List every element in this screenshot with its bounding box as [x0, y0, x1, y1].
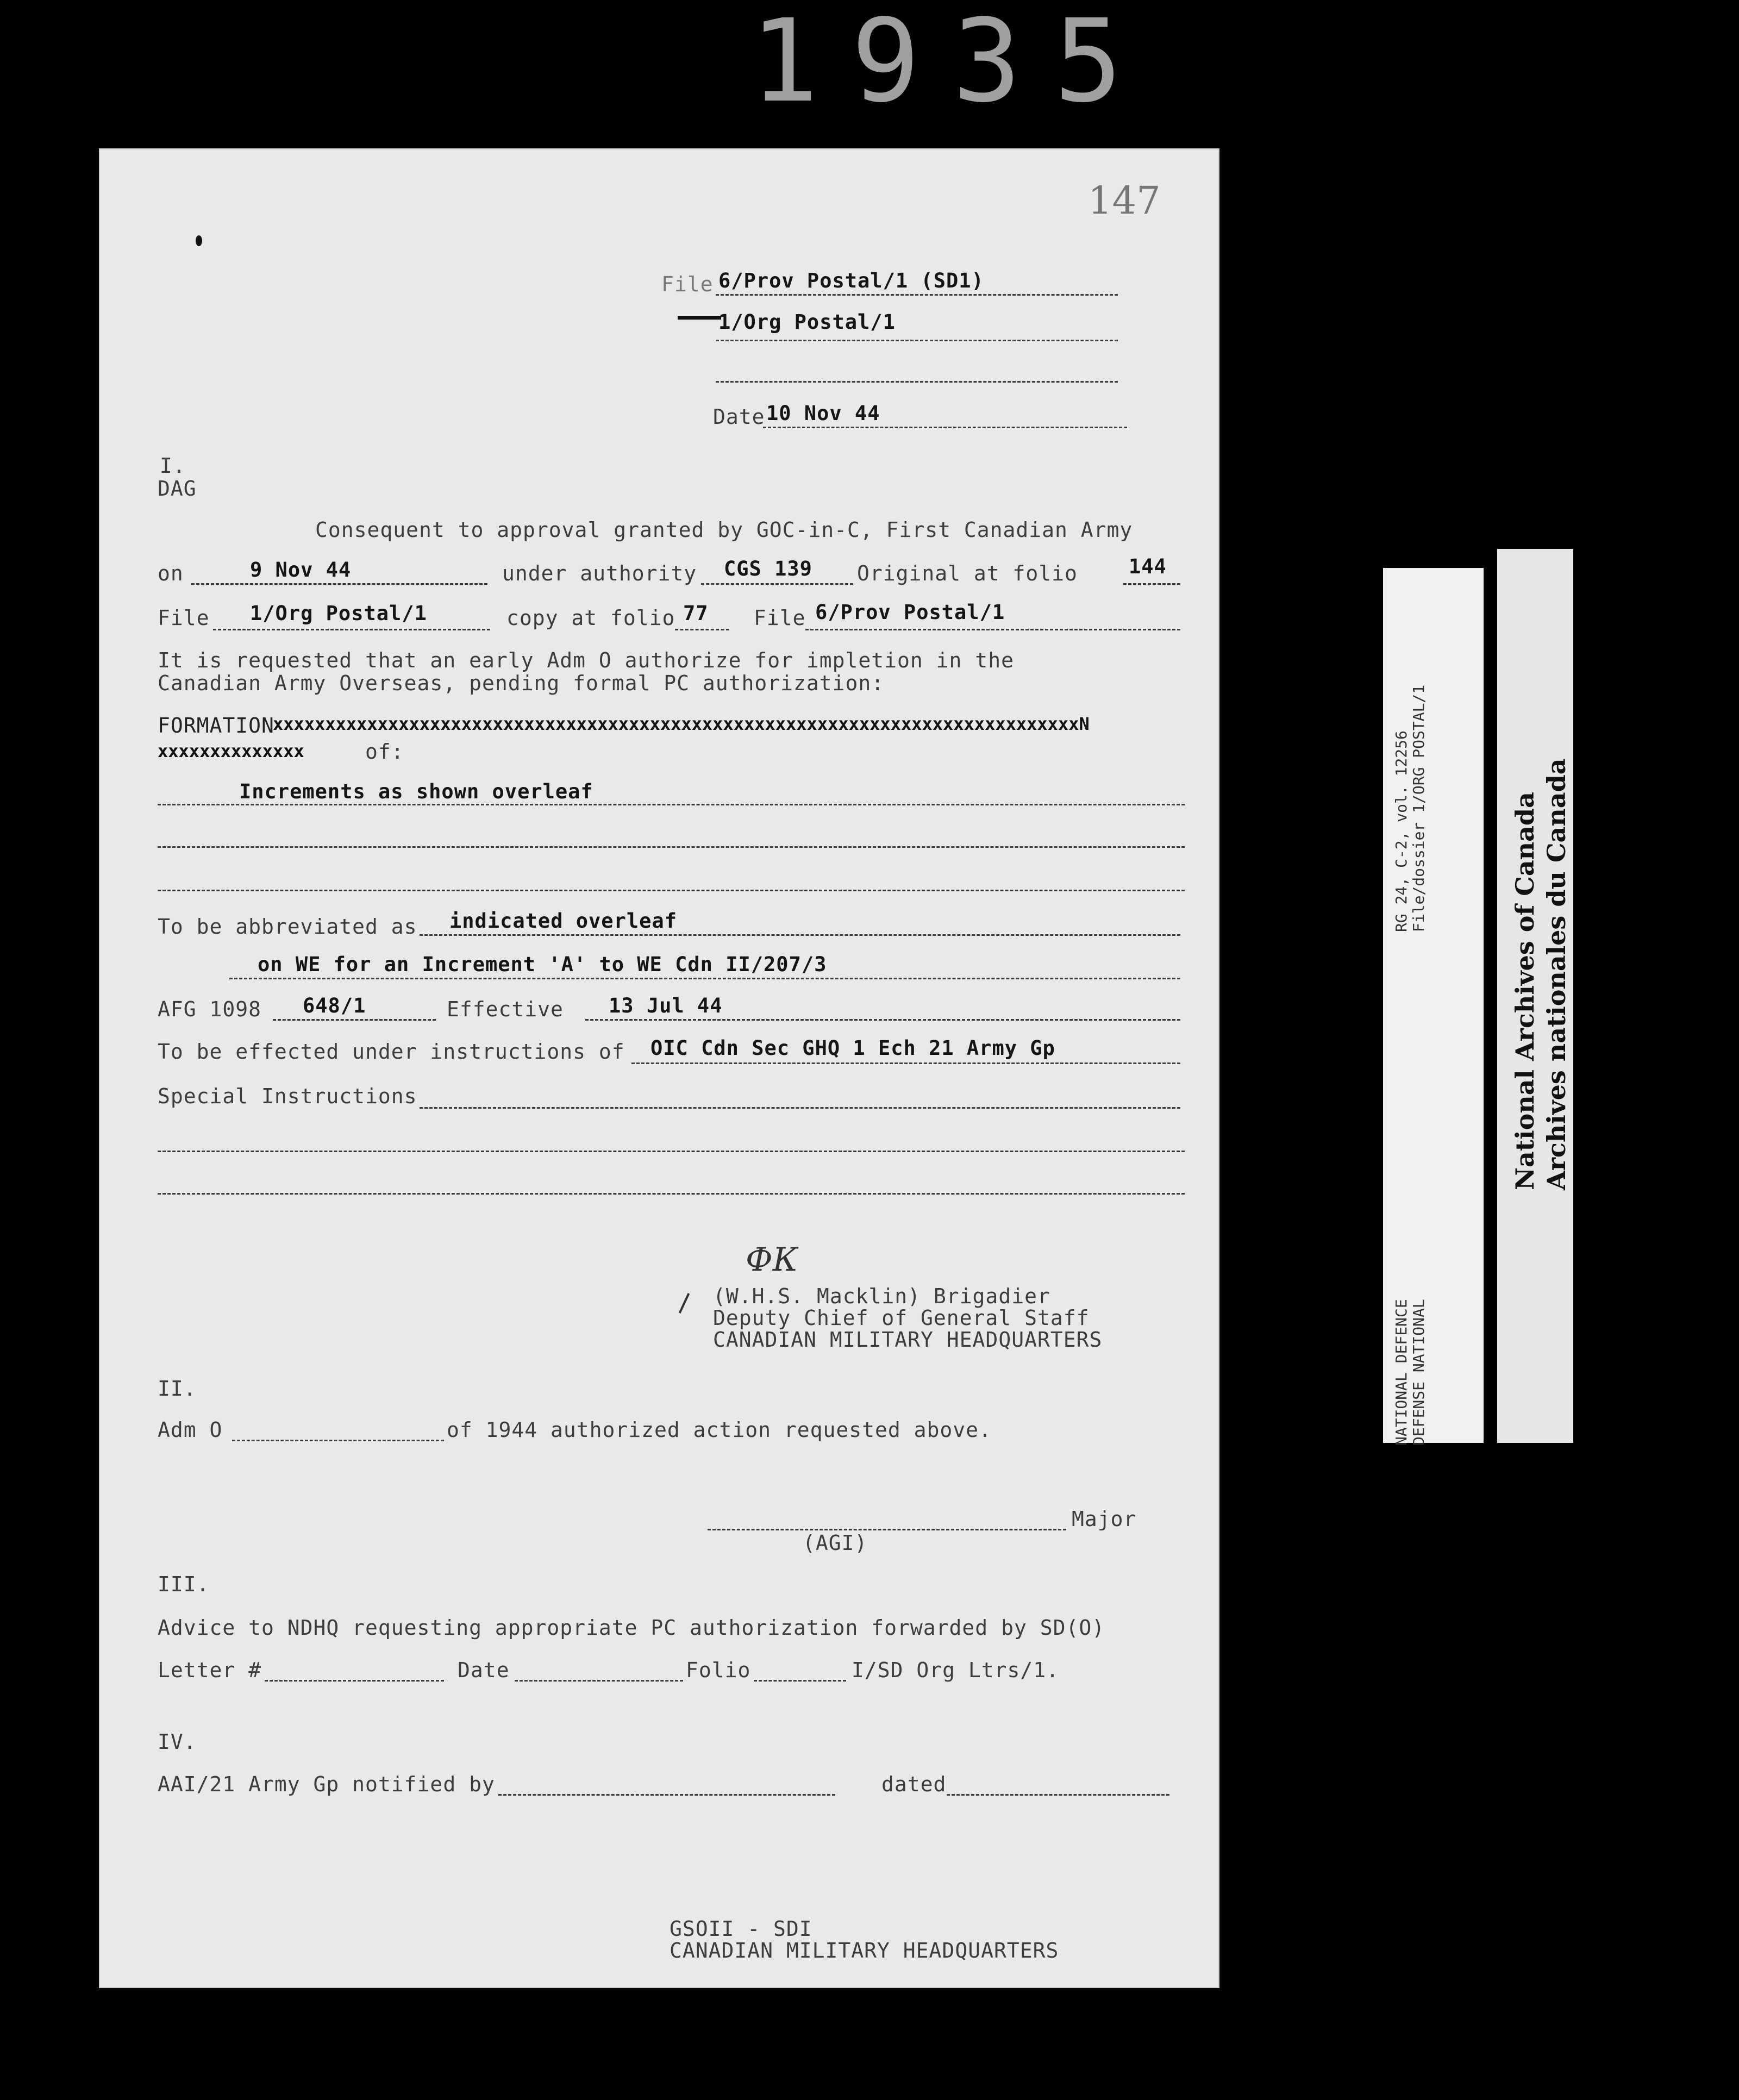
file-label-2: File [158, 606, 210, 630]
strike-mark [678, 316, 721, 320]
copy-value: 77 [683, 602, 709, 625]
reference-label [1393, 685, 1428, 932]
folio-label: Folio [686, 1658, 751, 1682]
copy-label: copy at folio [506, 606, 675, 630]
dept-line-2: DEFENSE NATIONAL [1410, 1299, 1428, 1446]
original-label: Original at folio [857, 561, 1078, 585]
authority-label: under authority [502, 561, 697, 585]
section-4-numeral: IV. [158, 1730, 197, 1754]
original-value: 144 [1129, 555, 1167, 578]
archive-line-2: Archives nationales du Canada [1542, 758, 1571, 1190]
dept-line-1: NATIONAL DEFENCE [1392, 1299, 1410, 1446]
file-number-2: 1/Org Postal/1 [718, 310, 896, 334]
letter-label: Letter # [158, 1658, 262, 1682]
archive-strip [1497, 549, 1573, 1443]
notified-label: AAI/21 Army Gp notified by [158, 1772, 495, 1796]
footer-line-2: CANADIAN MILITARY HEADQUARTERS [670, 1939, 1059, 1962]
advice-line: Advice to NDHQ requesting appropriate PC authorization forwarded by SD(O) [158, 1616, 1105, 1640]
adm-label: Adm O [158, 1418, 223, 1442]
of-label: of: [365, 740, 404, 764]
signer-title: Deputy Chief of General Staff [713, 1306, 1090, 1330]
org-letters-ref: I/SD Org Ltrs/1. [852, 1658, 1060, 1682]
file-number: 6/Prov Postal/1 (SD1) [718, 269, 984, 292]
footer-line-1: GSOII - SDI [670, 1917, 812, 1941]
effected-value: OIC Cdn Sec GHQ 1 Ech 21 Army Gp [650, 1036, 1055, 1060]
increments-text: Increments as shown overleaf [239, 780, 593, 803]
date-value: 10 Nov 44 [766, 402, 880, 425]
handwritten-folio: 147 [1088, 178, 1161, 223]
signer-org: CANADIAN MILITARY HEADQUARTERS [713, 1328, 1103, 1352]
special-label: Special Instructions [158, 1084, 417, 1108]
request-line-1: It is requested that an early Adm O authorize for impletion in the [158, 648, 1014, 672]
rank: Major [1072, 1507, 1137, 1531]
reference-line-1: RG 24, C-2, vol. 12256 [1392, 730, 1410, 932]
pen-tick [679, 1293, 690, 1314]
on-label: on [158, 561, 184, 585]
afg-label: AFG 1098 [158, 997, 262, 1021]
formation-struck: xxxxxxxxxxxxxxxxxxxxxxxxxxxxxxxxxxxxxxxxxxxxxxxxxxxxxxxxxxxxxxxxxxxxxxxxxxxxxN [273, 714, 1090, 734]
abbrev-value: indicated overleaf [449, 909, 677, 933]
signer-name: (W.H.S. Macklin) Brigadier [713, 1284, 1050, 1308]
dept-label [1393, 1299, 1428, 1446]
afg-value: 648/1 [303, 994, 366, 1017]
signature-initials: ФК [746, 1241, 798, 1279]
effected-label: To be effected under instructions of [158, 1040, 625, 1064]
effective-value: 13 Jul 44 [609, 994, 723, 1017]
authority-value: CGS 139 [724, 557, 812, 580]
date-label: Date [713, 405, 765, 429]
ink-mark [196, 235, 202, 246]
film-frame-number: 1935 [750, 0, 1155, 128]
reference-line-2: File/dossier 1/ORG POSTAL/1 [1410, 684, 1428, 932]
file-label-3: File [754, 606, 806, 630]
archive-label [1509, 758, 1572, 1190]
archive-line-1: National Archives of Canada [1510, 792, 1540, 1190]
addressee: DAG [158, 477, 197, 501]
document-page [99, 148, 1219, 1988]
file-value-3: 6/Prov Postal/1 [815, 601, 1005, 624]
abbrev-label: To be abbreviated as [158, 915, 417, 939]
file-label: File [661, 272, 714, 296]
we-line: on WE for an Increment 'A' to WE Cdn II/207/3 [258, 953, 827, 976]
section-3-numeral: III. [158, 1572, 210, 1596]
on-value: 9 Nov 44 [250, 558, 352, 582]
reference-strip [1383, 568, 1484, 1446]
dated-label: dated [881, 1772, 947, 1796]
unit: (AGI) [803, 1531, 868, 1555]
formation-label: FORMATION [158, 714, 274, 738]
request-line-2: Canadian Army Overseas, pending formal PC authorization: [158, 671, 885, 695]
adm-text: of 1944 authorized action requested above. [447, 1418, 992, 1442]
file-value-2: 1/Org Postal/1 [250, 602, 427, 625]
section-2-numeral: II. [158, 1377, 197, 1401]
section-1-numeral: I. [160, 454, 186, 478]
formation-struck-2: xxxxxxxxxxxxxx [158, 741, 304, 761]
effective-label: Effective [447, 997, 564, 1021]
consequent-line: Consequent to approval granted by GOC-in-C, First Canadian Army [315, 518, 1133, 542]
date-label-3: Date [458, 1658, 510, 1682]
